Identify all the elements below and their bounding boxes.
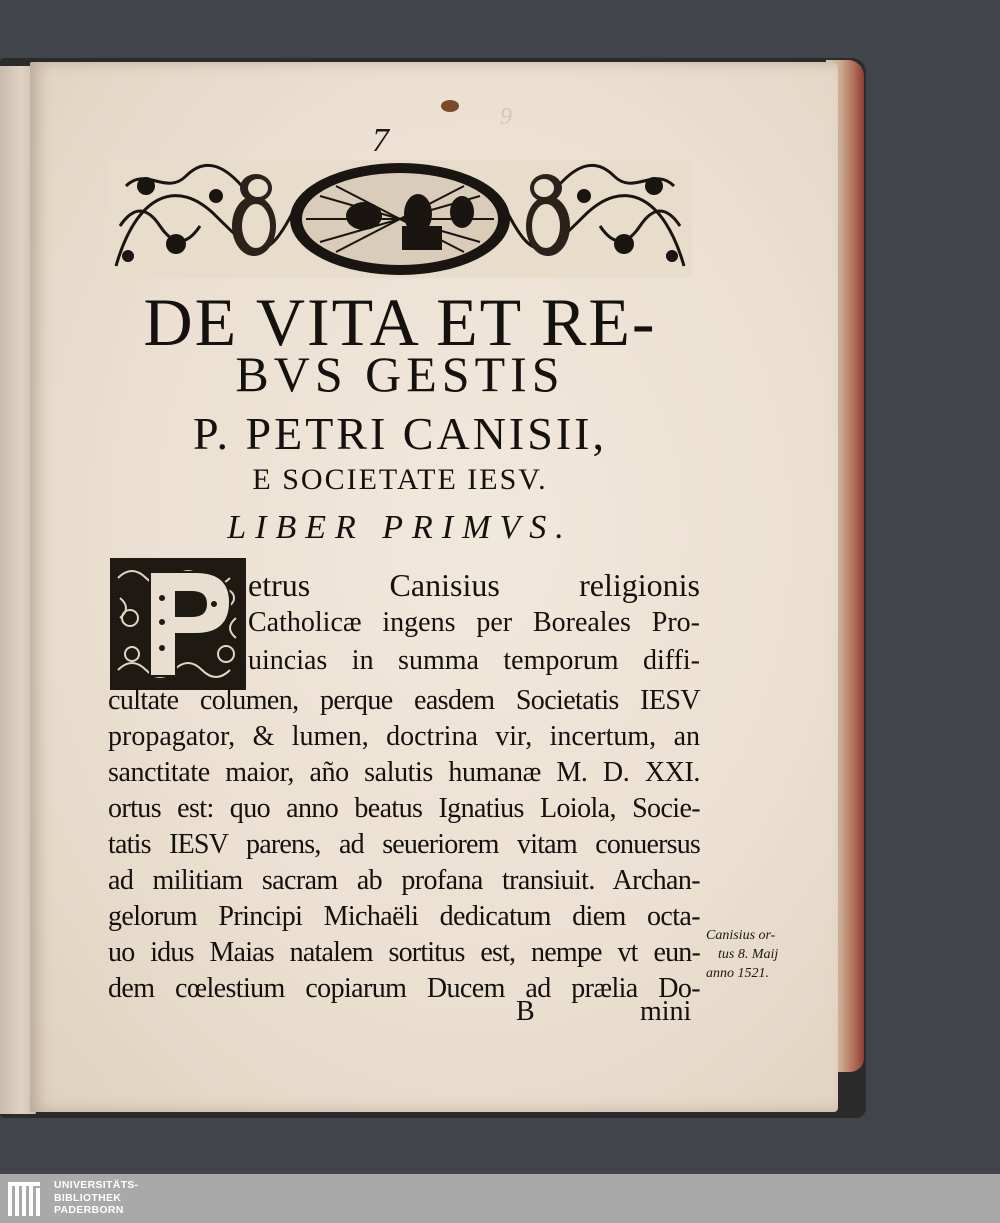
body-line-2: Catholicæ ingens per Boreales Pro- xyxy=(248,607,700,638)
catchword: mini xyxy=(640,996,692,1027)
body-line-5: propagator, & lumen, doctrina vir, incertum, an xyxy=(108,721,700,752)
title-line-4: E SOCIETATE IESV. xyxy=(252,463,548,496)
margin-note-line: tus 8. Maij xyxy=(718,947,779,962)
signature-mark: B xyxy=(516,996,535,1027)
ornamental-headpiece xyxy=(106,156,694,282)
margin-note-line: Canisius or- xyxy=(706,928,776,943)
body-line-3: uincias in summa temporum diffi- xyxy=(248,645,700,676)
footer-bar xyxy=(0,1174,1000,1223)
title-line-3: P. PETRI CANISII, xyxy=(193,408,607,459)
library-name-line: PADERBORN xyxy=(54,1204,124,1216)
body-line-9: ad militiam sacram ab profana transiuit. Archan- xyxy=(108,865,700,896)
margin-note xyxy=(706,926,816,983)
decorated-initial-p xyxy=(110,558,246,690)
library-name-line: UNIVERSITÄTS- xyxy=(54,1179,139,1191)
body-line-1: etrus Canisius religionis xyxy=(248,567,700,603)
body-line-8: tatis IESV parens, ad seueriorem vitam conuersus xyxy=(108,829,700,860)
title-line-1: DE VITA ET RE- xyxy=(143,284,657,360)
library-name-line: BIBLIOTHEK xyxy=(54,1191,122,1204)
body-line-12: dem cœlestium copiarum Ducem ad prælia Do- xyxy=(108,973,700,1004)
library-name xyxy=(54,1179,138,1217)
body-line-10: gelorum Principi Michaëli dedicatum diem octa- xyxy=(108,901,700,932)
book-heading: LIBER PRIMVS. xyxy=(227,509,573,546)
page-number: 7 xyxy=(372,122,389,159)
margin-note-line: anno 1521. xyxy=(706,966,769,981)
body-line-7: ortus est: quo anno beatus Ignatius Loiola, Socie- xyxy=(108,793,700,824)
ink-spot xyxy=(441,100,459,112)
library-logo-icon xyxy=(6,1180,46,1218)
body-line-4: cultate columen, perque easdem Societatis IESV xyxy=(108,685,700,716)
show-through: 9​ xyxy=(500,104,512,130)
body-line-6: sanctitate maior, año salutis humanæ M. D. XXI. xyxy=(108,757,700,788)
title-line-2: BVS GESTIS xyxy=(235,346,565,402)
body-line-11: uo idus Maias natalem sortitus est, nempe vt eun- xyxy=(108,937,700,968)
